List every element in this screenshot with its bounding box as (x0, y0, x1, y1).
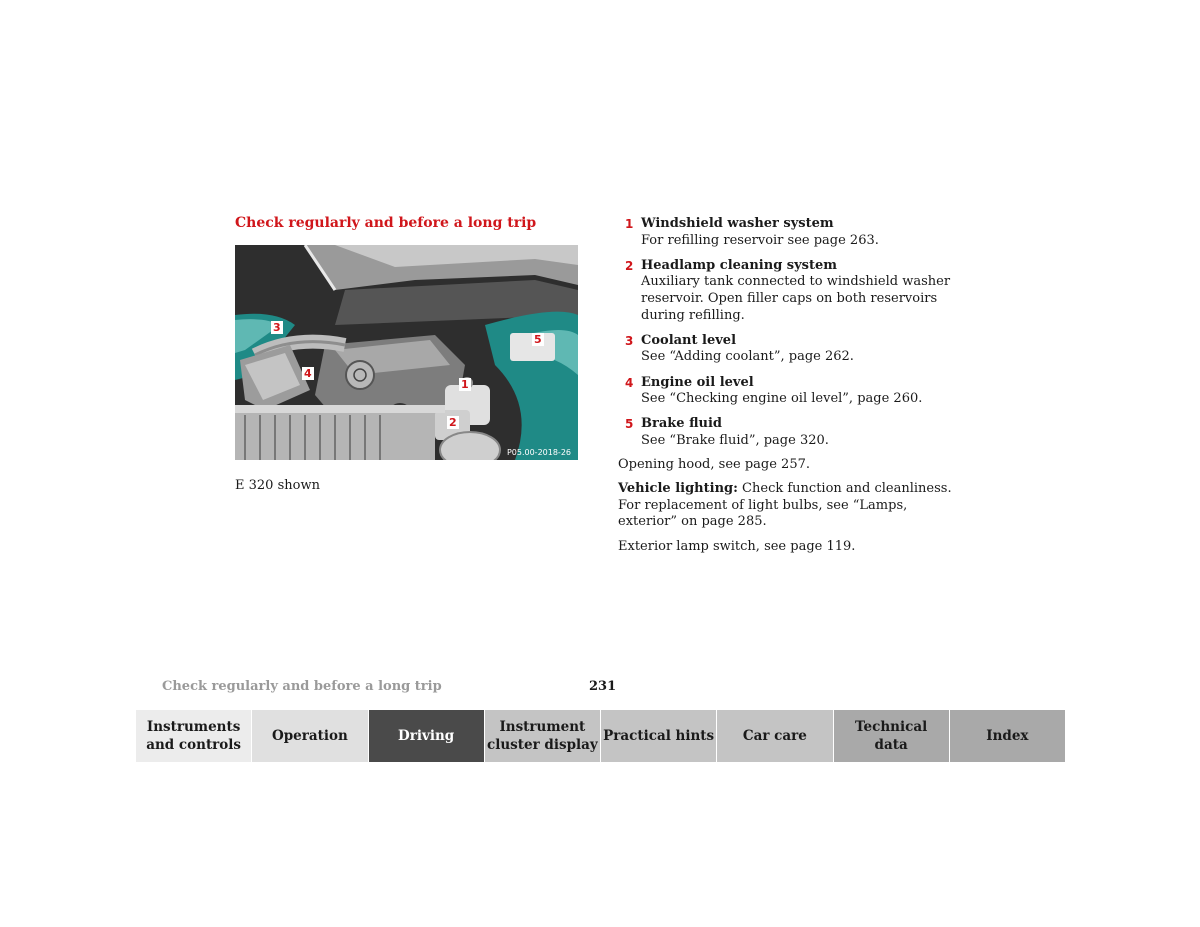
callout-2: 2 (449, 416, 457, 429)
tab-instruments-and-controls[interactable]: Instruments and controls (136, 710, 252, 762)
footer-section-title: Check regularly and before a long trip (162, 679, 442, 694)
callout-4: 4 (304, 367, 312, 380)
list-item (618, 333, 968, 366)
lighting-paragraph (618, 481, 968, 531)
item-description: See “Adding coolant”, page 262. (641, 349, 854, 365)
tab-instrument-cluster-display[interactable]: Instrument cluster display (485, 710, 601, 762)
item-description: See “Brake fluid”, page 320. (641, 432, 829, 448)
item-number: 4 (625, 375, 634, 390)
item-number: 2 (625, 258, 634, 273)
item-number: 3 (625, 333, 634, 348)
item-description: See “Checking engine oil level”, page 260. (641, 391, 923, 407)
item-number: 1 (625, 217, 634, 231)
tab-operation[interactable]: Operation (252, 710, 368, 762)
item-description: For refilling reservoir see page 263. (641, 232, 879, 248)
chapter-tab-bar (136, 710, 1065, 762)
list-item (618, 216, 968, 249)
callout-1: 1 (461, 378, 469, 391)
engine-illustration-graphic (235, 245, 578, 460)
item-number: 5 (625, 417, 634, 432)
figure-caption: E 320 shown (235, 478, 320, 493)
section-title: Check regularly and before a long trip (235, 215, 537, 231)
tab-practical-hints[interactable]: Practical hints (601, 710, 717, 762)
item-title: Engine oil level (641, 374, 754, 390)
page-number: 231 (589, 679, 617, 694)
item-title: Windshield washer system (641, 216, 834, 231)
lamp-switch-paragraph: Exterior lamp switch, see page 119. (618, 539, 856, 554)
figure-reference-code: P05.00-2018-26 (506, 448, 571, 457)
lighting-text: Check function and cleanliness. For replacement of light bulbs, see “Lamps, exterior” on page 285. (618, 481, 952, 530)
list-item (618, 416, 968, 449)
callout-5: 5 (534, 333, 542, 346)
checklist (618, 216, 968, 458)
item-title: Coolant level (641, 332, 737, 348)
lighting-label: Vehicle lighting: (618, 481, 738, 496)
item-title: Brake fluid (641, 416, 722, 432)
engine-compartment-illustration (235, 245, 578, 460)
hood-paragraph: Opening hood, see page 257. (618, 457, 810, 472)
item-description: Auxiliary tank connected to windshield washer reservoir. Open filler caps on both reservoirs during refilling. (641, 274, 951, 323)
callout-3: 3 (273, 321, 281, 334)
tab-index[interactable]: Index (950, 710, 1065, 762)
item-title: Headlamp cleaning system (641, 257, 838, 273)
list-item (618, 258, 968, 324)
list-item (618, 375, 968, 408)
tab-driving[interactable]: Driving (369, 710, 485, 762)
tab-car-care[interactable]: Car care (717, 710, 833, 762)
tab-technical-data[interactable]: Technical data (834, 710, 950, 762)
